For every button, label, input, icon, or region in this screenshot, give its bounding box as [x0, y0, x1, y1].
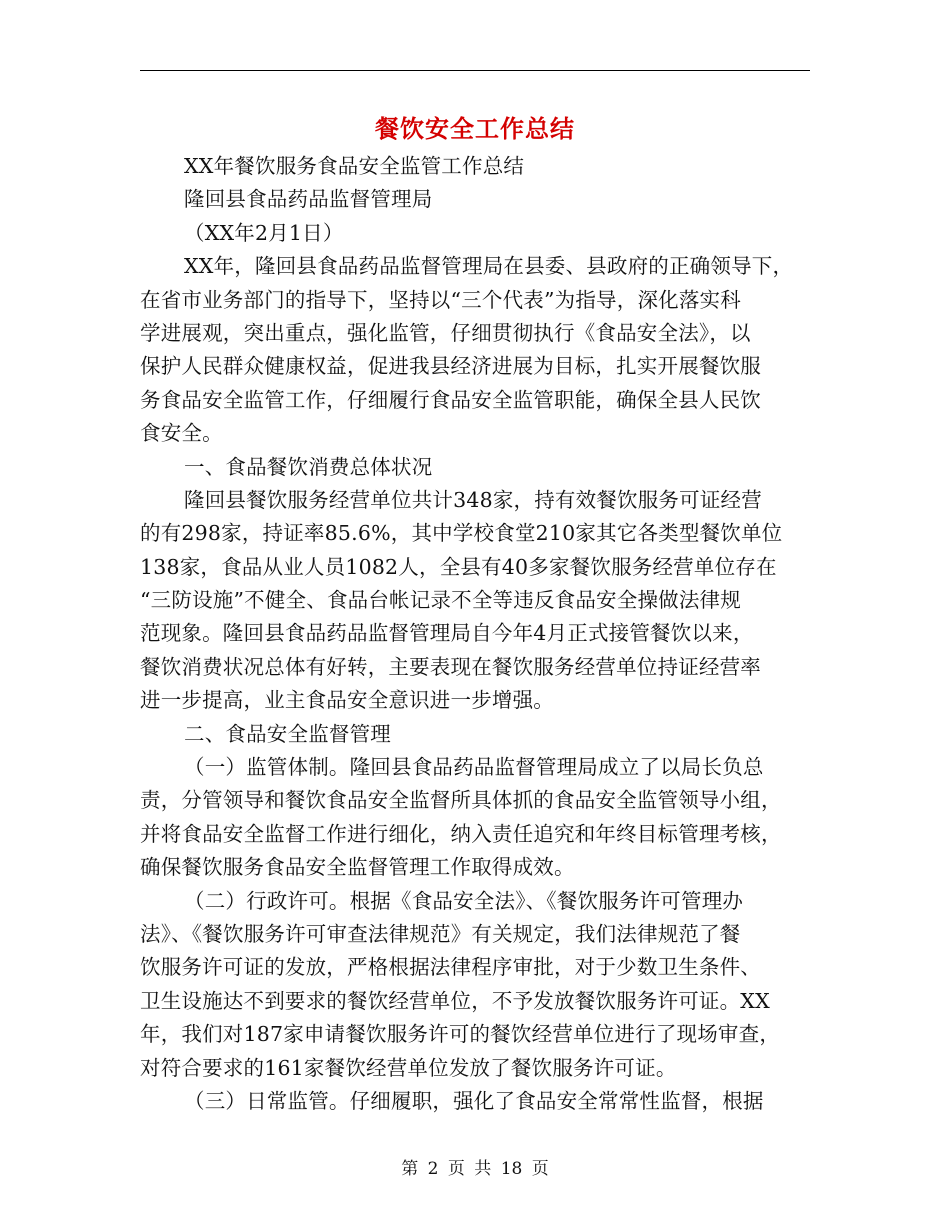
text-line: 138家，食品从业人员1082人，全县有40多家餐饮服务经营单位存在 [140, 554, 777, 579]
text-line: 确保餐饮服务食品安全监督管理工作取得成效。 [140, 855, 575, 880]
header-rule [140, 70, 810, 71]
text-line: 二、食品安全监督管理 [184, 721, 391, 746]
text-line: 保护人民群众健康权益，促进我县经济进展为目标，扎实开展餐饮服 [140, 354, 761, 379]
text-line: XX年餐饮服务食品安全监管工作总结 [184, 154, 525, 178]
text-line: 务食品安全监管工作，仔细履行食品安全监管职能，确保全县人民饮 [140, 387, 761, 412]
text-line: 进一步提高，业主食品安全意识进一步增强。 [140, 688, 554, 713]
text-line: 卫生设施达不到要求的餐饮经营单位，不予发放餐饮服务许可证。XX [140, 988, 770, 1013]
text-line: （二）行政许可。根据《食品安全法》、《餐饮服务许可管理办 [184, 888, 744, 913]
text-line: 一、食品餐饮消费总体状况 [184, 454, 433, 479]
text-line: 餐饮消费状况总体有好转，主要表现在餐饮服务经营单位持证经营率 [140, 654, 761, 679]
text-line: 隆回县餐饮服务经营单位共计348家，持有效餐饮服务可证经营 [184, 487, 762, 512]
text-line: 法》、《餐饮服务许可审查法律规范》有关规定，我们法律规范了餐 [140, 921, 741, 946]
text-line: XX年，隆回县食品药品监督管理局在县委、县政府的正确领导下， [184, 254, 794, 279]
text-line: 食安全。 [140, 421, 223, 446]
text-line: 饮服务许可证的发放，严格根据法律程序审批，对于少数卫生条件、 [140, 955, 761, 980]
text-line: （XX年2月1日） [184, 220, 344, 245]
text-line: 在省市业务部门的指导下，坚持以“三个代表”为指导，深化落实科 [140, 287, 741, 312]
text-line: 学进展观，突出重点，强化监管，仔细贯彻执行《食品安全法》，以 [140, 320, 751, 345]
text-line: 对符合要求的161家餐饮经营单位发放了餐饮服务许可证。 [140, 1055, 677, 1080]
text-line: （三）日常监管。仔细履职，强化了食品安全常常性监督，根据 [184, 1088, 764, 1113]
document-body [140, 150, 810, 1118]
text-line: 隆回县食品药品监督管理局 [184, 187, 433, 212]
text-line: 并将食品安全监督工作进行细化，纳入责任追究和年终目标管理考核， [140, 821, 782, 846]
text-line: “三防设施”不健全、食品台帐记录不全等违反食品安全操做法律规 [140, 588, 741, 613]
text-line: （一）监管体制。隆回县食品药品监督管理局成立了以局长负总 [184, 755, 764, 780]
document-title: 餐饮安全工作总结 [375, 114, 575, 143]
text-line: 范现象。隆回县食品药品监督管理局自今年4月正式接管餐饮以来， [140, 621, 754, 646]
text-line: 年，我们对187家申请餐饮服务许可的餐饮经营单位进行了现场审查， [140, 1022, 781, 1047]
text-line: 责，分管领导和餐饮食品安全监督所具体抓的食品安全监管领导小组， [140, 788, 782, 813]
text-line: 的有298家，持证率85.6%，其中学校食堂210家其它各类型餐饮单位 [140, 521, 783, 546]
page-footer: 第 2 页 共 18 页 [401, 1159, 549, 1179]
